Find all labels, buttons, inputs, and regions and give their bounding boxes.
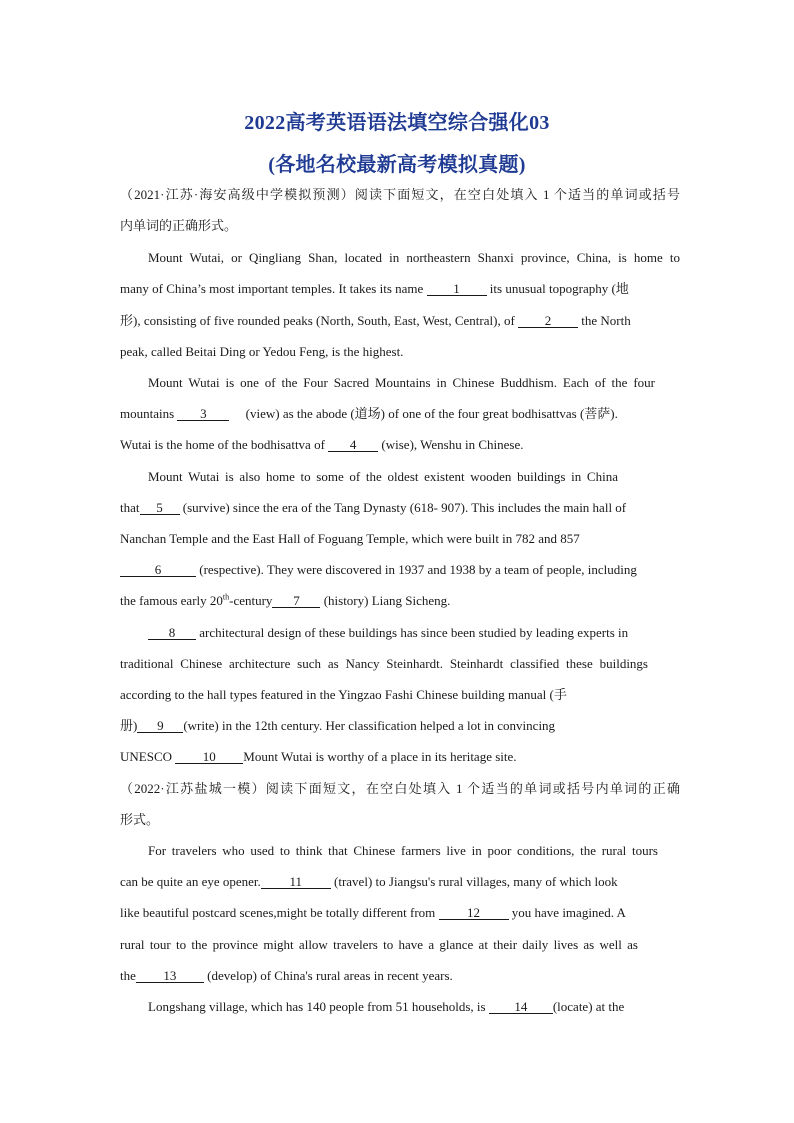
text: (survive) since the era of the Tang Dynasty (618- 907). This includes the main hall of	[179, 500, 627, 515]
p2-line	[120, 437, 680, 453]
p2-line: Mount Wutai is one of the Four Sacred Mountains in Chinese Buddhism. Each of the four	[148, 375, 655, 390]
blank-3: 3	[177, 407, 229, 421]
blank-8: 8	[148, 626, 196, 640]
passage1-instruction-cont: 内单词的正确形式。	[120, 218, 238, 233]
p5-line: For travelers who used to think that Chinese farmers live in poor conditions, the rural tours	[148, 843, 658, 858]
text: mountains	[120, 406, 178, 421]
blank-13: 13	[136, 969, 204, 983]
p4-line: traditional Chinese architecture such as Nancy Steinhardt. Steinhardt classified these buildings	[120, 656, 648, 671]
document-subtitle: (各地名校最新高考模拟真题)	[268, 154, 526, 176]
p5-line	[120, 874, 680, 890]
text: -century	[229, 593, 273, 608]
document-title: 2022高考英语语法填空综合强化03	[244, 112, 550, 134]
text: like beautiful postcard scenes,might be totally different from	[120, 905, 439, 920]
text: that	[120, 500, 140, 515]
text: the	[120, 968, 136, 983]
text: (wise), Wenshu in Chinese.	[378, 437, 524, 452]
p2-line	[120, 406, 680, 422]
p5-line	[120, 968, 680, 984]
passage1-instruction: （2021·江苏·海安高级中学模拟预测）阅读下面短文，在空白处填入 1 个适当的单词或括号	[120, 187, 680, 202]
blank-5: 5	[140, 501, 180, 515]
p3-line	[120, 562, 680, 578]
p4-line: according to the hall types featured in the Yingzao Fashi Chinese building manual (手	[120, 687, 567, 702]
text: the North	[578, 313, 631, 328]
text: you have imagined. A	[508, 905, 626, 920]
text: (view) as the abode (道场) of one of the four great bodhisattvas (菩萨).	[229, 406, 618, 421]
blank-1: 1	[427, 282, 487, 296]
p1-line	[120, 281, 680, 297]
text: many of China’s most important temples. It takes its name	[120, 281, 427, 296]
text: (locate) at the	[552, 999, 625, 1014]
blank-11: 11	[261, 875, 331, 889]
p1-line	[120, 313, 680, 329]
p3-line: Nanchan Temple and the East Hall of Foguang Temple, which were built in 782 and 857	[120, 531, 580, 546]
text: (respective). They were discovered in 1937 and 1938 by a team of people, including	[196, 562, 637, 577]
superscript: th	[222, 592, 230, 602]
p4-line	[148, 625, 708, 641]
text: Wutai is the home of the bodhisattva of	[120, 437, 329, 452]
blank-9: 9	[137, 719, 183, 733]
blank-12: 12	[439, 906, 509, 920]
p1-line: peak, called Beitai Ding or Yedou Feng, is the highest.	[120, 344, 404, 359]
p4-line	[120, 749, 680, 765]
p3-line: Mount Wutai is also home to some of the oldest existent wooden buildings in China	[148, 469, 618, 484]
text: Longshang village, which has 140 people from 51 households, is	[148, 999, 489, 1014]
p3-line	[120, 500, 680, 516]
text: architectural design of these buildings has since been studied by leading experts in	[196, 625, 629, 640]
p5-line: rural tour to the province might allow travelers to have a glance at their daily lives as well as	[120, 937, 638, 952]
p5-line	[120, 905, 680, 921]
blank-4: 4	[328, 438, 378, 452]
text: the famous early 20	[120, 593, 223, 608]
p6-line	[148, 999, 708, 1015]
text: can be quite an eye opener.	[120, 874, 261, 889]
text: its unusual topography (地	[486, 281, 629, 296]
blank-6: 6	[120, 563, 196, 577]
blank-14: 14	[489, 1000, 553, 1014]
text: (develop) of China's rural areas in recent years.	[203, 968, 453, 983]
text: (history) Liang Sicheng.	[320, 593, 451, 608]
blank-2: 2	[518, 314, 578, 328]
blank-10: 10	[175, 750, 243, 764]
text: 册)	[120, 718, 138, 733]
passage2-instruction-cont: 形式。	[120, 812, 160, 827]
text: Mount Wutai is worthy of a place in its heritage site.	[243, 749, 517, 764]
p3-line	[120, 593, 680, 609]
text: (write) in the 12th century. Her classification helped a lot in convincing	[183, 718, 556, 733]
blank-7: 7	[272, 594, 320, 608]
p1-line: Mount Wutai, or Qingliang Shan, located in northeastern Shanxi province, China, is home to	[148, 250, 680, 265]
p4-line	[120, 718, 680, 734]
text: 形), consisting of five rounded peaks (North, South, East, West, Central), of	[120, 313, 519, 328]
passage2-instruction: （2022·江苏盐城一模）阅读下面短文，在空白处填入 1 个适当的单词或括号内单词的正确	[120, 781, 680, 796]
text: (travel) to Jiangsu's rural villages, many of which look	[330, 874, 618, 889]
text: UNESCO	[120, 749, 176, 764]
